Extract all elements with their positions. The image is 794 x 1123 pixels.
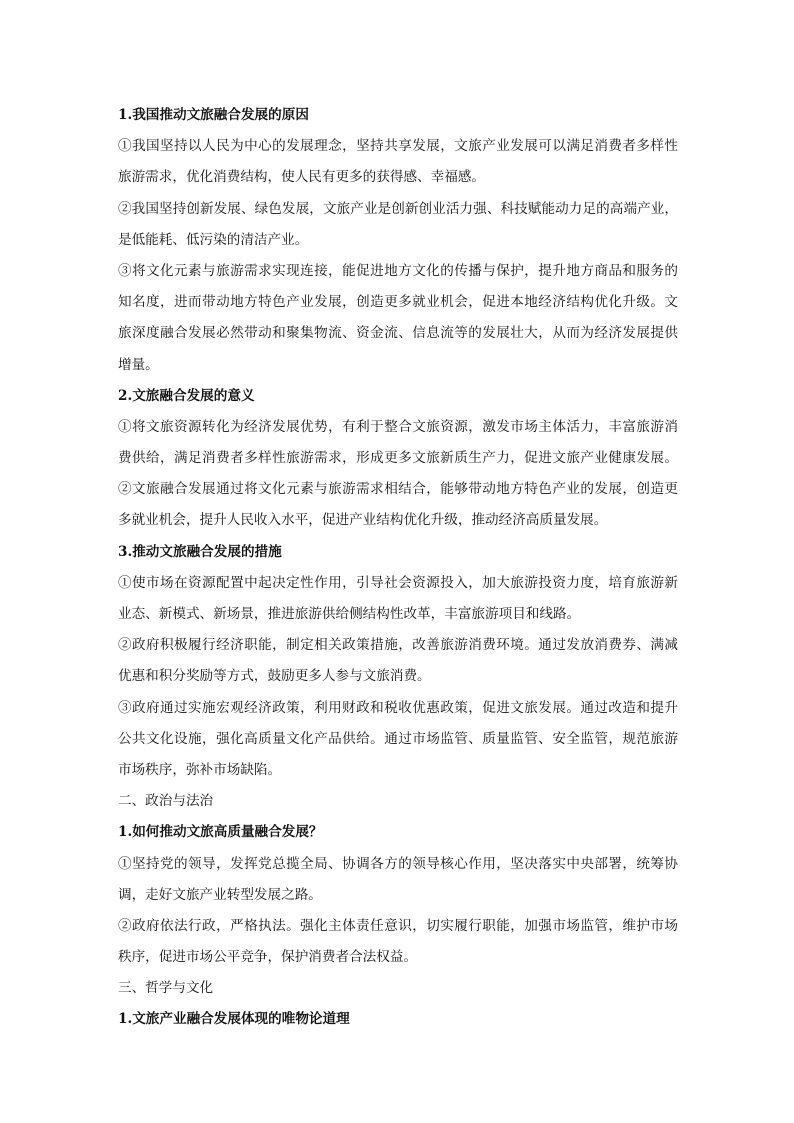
section-heading: 2.文旅融合发展的意义: [118, 387, 255, 404]
paragraph-line: 知名度，进而带动地方特色产业发展，创造更多就业机会，促进本地经济结构优化升级。文: [118, 294, 678, 311]
document-page: [118, 100, 678, 1036]
paragraph-line: ①使市场在资源配置中起决定性作用，引导社会资源投入，加大旅游投资力度，培育旅游新: [118, 574, 678, 591]
paragraph-line: 费供给，满足消费者多样性旅游需求，形成更多文旅新质生产力，促进文旅产业健康发展。: [118, 450, 678, 467]
section-heading: 1.我国推动文旅融合发展的原因: [118, 107, 309, 123]
paragraph-line: 调，走好文旅产业转型发展之路。: [118, 886, 322, 903]
paragraph-line: 多就业机会，提升人民收入水平，促进产业结构优化升级，推动经济高质量发展。: [118, 512, 608, 529]
paragraph-line: ②政府积极履行经济职能，制定相关政策措施，改善旅游消费环境。通过发放消费券、满减: [118, 637, 678, 654]
paragraph-line: ②我国坚持创新发展、绿色发展，文旅产业是创新创业活力强、科技赋能动力足的高端产业，: [118, 200, 678, 217]
paragraph-line: ③政府通过实施宏观经济政策，利用财政和税收优惠政策，促进文旅发展。通过改造和提升: [118, 699, 678, 716]
paragraph-line: ①坚持党的领导，发挥党总揽全局、协调各方的领导核心作用，坚决落实中央部署，统筹协: [118, 855, 678, 872]
paragraph-line: 旅游需求，优化消费结构，使人民有更多的获得感、幸福感。: [118, 169, 486, 186]
paragraph-line: 旅深度融合发展必然带动和聚集物流、资金流、信息流等的发展壮大，从而为经济发展提供: [118, 325, 678, 342]
paragraph-line: 三、哲学与文化: [118, 980, 214, 997]
paragraph-line: 二、政治与法治: [118, 793, 214, 810]
paragraph-line: ①我国坚持以人民为中心的发展理念，坚持共享发展，文旅产业发展可以满足消费者多样性: [118, 138, 678, 155]
paragraph-line: 公共文化设施，强化高质量文化产品供给。通过市场监管、质量监管、安全监管，规范旅游: [118, 730, 678, 747]
paragraph-line: 优惠和积分奖励等方式，鼓励更多人参与文旅消费。: [118, 668, 431, 685]
paragraph-line: ①将文旅资源转化为经济发展优势，有利于整合文旅资源，激发市场主体活力，丰富旅游消: [118, 418, 678, 435]
section-heading: 1.如何推动文旅高质量融合发展？: [118, 824, 323, 841]
paragraph-line: ③将文化元素与旅游需求实现连接，能促进地方文化的传播与保护，提升地方商品和服务的: [118, 262, 678, 279]
paragraph-line: 增量。: [118, 356, 159, 373]
section-heading: 1.文旅产业融合发展体现的唯物论道理: [118, 1011, 350, 1028]
paragraph-line: 市场秩序，弥补市场缺陷。: [118, 761, 282, 778]
paragraph-line: ②文旅融合发展通过将文化元素与旅游需求相结合，能够带动地方特色产业的发展，创造更: [118, 481, 678, 498]
paragraph-line: 业态、新模式、新场景，推进旅游供给侧结构性改革，丰富旅游项目和线路。: [118, 606, 581, 622]
section-heading: 3.推动文旅融合发展的措施: [118, 543, 282, 560]
paragraph-line: 秩序，促进市场公平竞争，保护消费者合法权益。: [118, 949, 418, 966]
paragraph-line: 是低能耗、低污染的清洁产业。: [118, 231, 309, 248]
paragraph-line: ②政府依法行政，严格执法。强化主体责任意识，切实履行职能，加强市场监管，维护市场: [118, 917, 678, 934]
